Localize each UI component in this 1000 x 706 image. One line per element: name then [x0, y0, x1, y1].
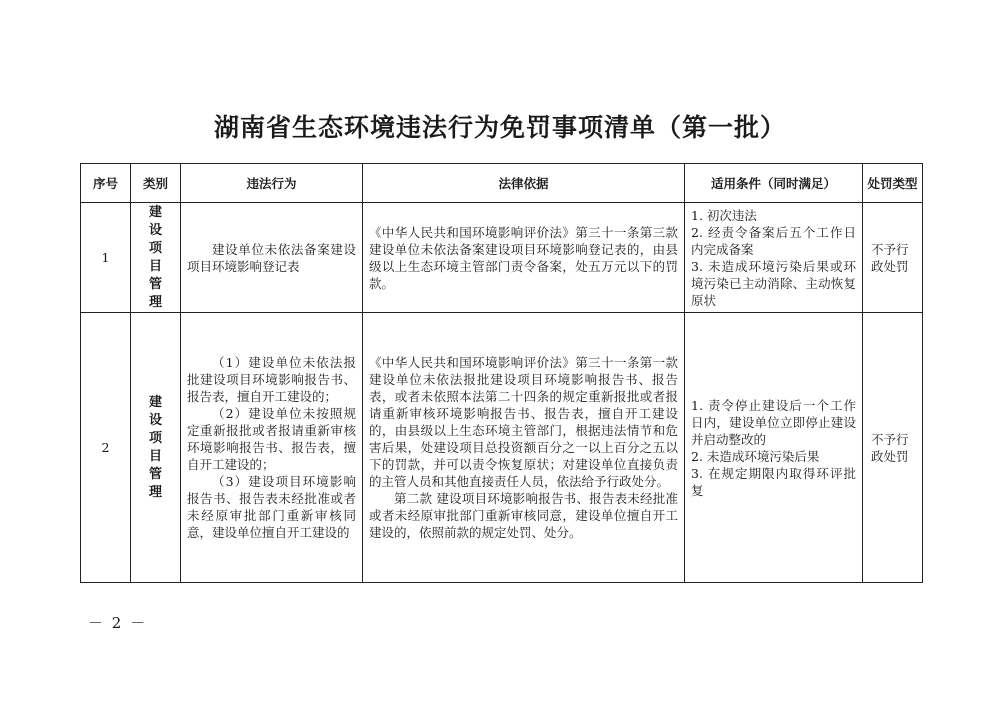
header-penalty: 处罚类型: [863, 164, 923, 203]
condition-item: 3. 在规定期限内取得环评批复: [691, 465, 856, 498]
row-behavior: [181, 313, 363, 583]
header-behavior: 违法行为: [181, 164, 363, 203]
row-penalty: 不予行政处罚: [863, 203, 923, 313]
condition-item: 3. 未造成环境污染后果或环境污染已主动消除、主动恢复原状: [691, 258, 856, 308]
row-conditions: [685, 313, 863, 583]
table-row: [81, 203, 923, 313]
row-category: 建设项目管理: [131, 313, 181, 583]
row-behavior: [181, 203, 363, 313]
row-basis: [363, 313, 685, 583]
basis-text: 第二款 建设项目环境影响报告书、报告表未经批准或者未经原审批部门重新审核同意，建设单位擅自开工建设的，依照前款的规定处罚、处分。: [369, 491, 678, 540]
table-header-row: [81, 164, 923, 203]
row-basis: [363, 203, 685, 313]
row-category: 建设项目管理: [131, 203, 181, 313]
header-basis: 法律依据: [363, 164, 685, 203]
behavior-text: （2）建设单位未按照规定重新报批或者报请重新审核环境影响报告书、报告表，擅自开工建设的；: [187, 406, 356, 472]
condition-item: 2. 未造成环境污染后果: [691, 448, 820, 464]
document-title: 湖南省生态环境违法行为免罚事项清单（第一批）: [213, 113, 786, 142]
header-conditions: 适用条件（同时满足）: [685, 164, 863, 203]
row-no: 1: [81, 203, 131, 313]
behavior-text: （3）建设项目环境影响报告书、报告表未经批准或者未经原审批部门重新审核同意，建设单位擅自开工建设的: [187, 474, 356, 540]
row-no: 2: [81, 313, 131, 583]
condition-item: 2. 经责令备案后五个工作日内完成备案: [691, 224, 856, 257]
row-penalty: 不予行政处罚: [863, 313, 923, 583]
page-number: － 2 －: [88, 614, 148, 632]
condition-item: 1. 初次违法: [691, 207, 757, 223]
table-row: [81, 313, 923, 583]
basis-text: 《中华人民共和国环境影响评价法》第三十一条第一款 建设单位未依法报批建设项目环境影响报告书、报告表，或者未依照本法第二十四条的规定重新报批或者报请重新审核环境影响报告书、报告表，擅自开工建设的，由县级以上生态环境主管部门，根据违法情节和危害后果，处建设项目总投资额百分之一以上百分之五以下的罚款，并可以责令恢复原状；对建设单位直接负责的主管人员和其他直接责任人员，依法给予行政处分。: [369, 355, 678, 489]
basis-text: 《中华人民共和国环境影响评价法》第三十一条第三款 建设单位未依法备案建设项目环境影响登记表的，由县级以上生态环境主管部门责令备案，处五万元以下的罚款。: [369, 224, 678, 291]
behavior-text: 建设单位未依法备案建设项目环境影响登记表: [187, 241, 356, 274]
header-category: 类别: [131, 164, 181, 203]
header-no: 序号: [81, 164, 131, 203]
behavior-text: （1）建设单位未依法报批建设项目环境影响报告书、报告表，擅自开工建设的；: [187, 355, 356, 404]
row-conditions: [685, 203, 863, 313]
condition-item: 1. 责令停止建设后一个工作日内，建设单位立即停止建设并启动整改的: [691, 397, 856, 447]
penalty-exemption-table: [80, 163, 923, 583]
